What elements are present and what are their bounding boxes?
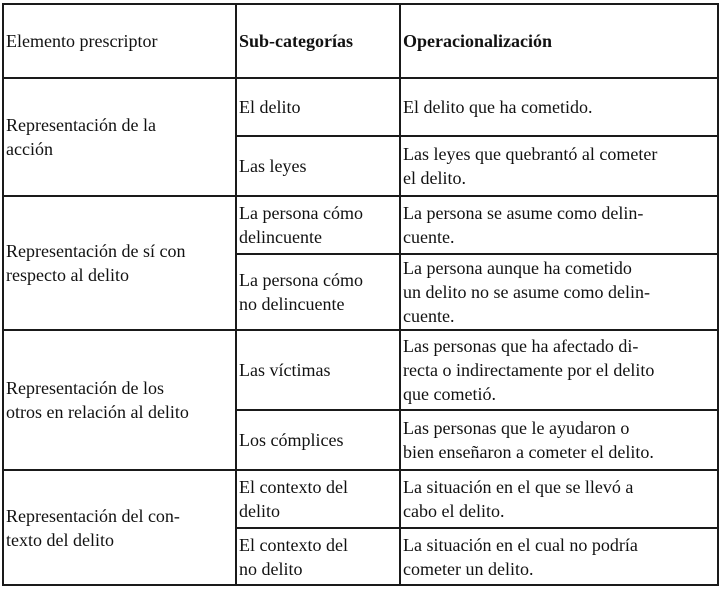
- subcategory-label: Los cómplices: [239, 430, 344, 450]
- operationalization-text: El delito que ha cometido.: [403, 97, 593, 117]
- operationalization-text: Las personas que le ayudaron o bien enseñaron a cometer el delito.: [403, 418, 654, 462]
- operationalization-text: Las leyes que quebrantó al cometer el delito.: [403, 144, 658, 188]
- subcategory-cell: [236, 470, 400, 528]
- operationalization-cell: [400, 410, 718, 470]
- subcategory-cell: [236, 196, 400, 254]
- table-row: [3, 330, 718, 410]
- subcategory-label: Las víctimas: [239, 360, 331, 380]
- element-cell-si-mismo: [3, 196, 236, 330]
- subcategory-label: El contexto del delito: [239, 477, 348, 521]
- operationalization-text: La persona se asume como delin- cuente.: [403, 203, 644, 247]
- operationalization-text: La situación en el cual no podría cometer un delito.: [403, 534, 638, 579]
- element-label: Representación de sí con respecto al delito: [6, 241, 186, 285]
- element-label: Representación de los otros en relación al delito: [6, 378, 189, 422]
- subcategory-cell: [236, 528, 400, 585]
- header-sub-categorias: Sub-categorías: [236, 4, 400, 78]
- element-cell-accion: [3, 78, 236, 196]
- subcategory-label: El delito: [239, 97, 301, 117]
- subcategory-cell: [236, 410, 400, 470]
- table-header-row: [3, 4, 718, 78]
- operationalization-cell: [400, 528, 718, 585]
- operationalization-text: La situación en el que se llevó a cabo el delito.: [403, 477, 634, 521]
- subcategory-label: La persona cómo no delincuente: [239, 270, 363, 314]
- header-operacionalizacion: Operacionalización: [400, 4, 718, 78]
- operationalization-cell: [400, 78, 718, 136]
- table-row: [3, 196, 718, 254]
- subcategory-cell: [236, 254, 400, 330]
- header-elemento-prescriptor: Elemento prescriptor: [3, 4, 236, 78]
- element-cell-contexto: [3, 470, 236, 585]
- subcategory-cell: [236, 330, 400, 410]
- subcategory-label: El contexto del no delito: [239, 534, 348, 579]
- operationalization-cell: [400, 136, 718, 196]
- subcategory-cell: [236, 78, 400, 136]
- subcategory-label: Las leyes: [239, 156, 307, 176]
- operationalization-cell: [400, 470, 718, 528]
- element-cell-otros: [3, 330, 236, 470]
- operationalization-cell: [400, 196, 718, 254]
- element-label: Representación de la acción: [6, 115, 156, 159]
- subcategory-cell: [236, 136, 400, 196]
- operationalization-text: La persona aunque ha cometido un delito no se asume como delin- cuente.: [403, 258, 650, 326]
- table-row: [3, 470, 718, 528]
- table-row: [3, 78, 718, 136]
- operationalization-cell: [400, 330, 718, 410]
- categories-table: [2, 3, 719, 586]
- element-label: Representación del con- texto del delito: [6, 505, 180, 550]
- subcategory-label: La persona cómo delincuente: [239, 203, 363, 247]
- operationalization-cell: [400, 254, 718, 330]
- operationalization-text: Las personas que ha afectado di- recta o indirectamente por el delito que cometió.: [403, 336, 655, 404]
